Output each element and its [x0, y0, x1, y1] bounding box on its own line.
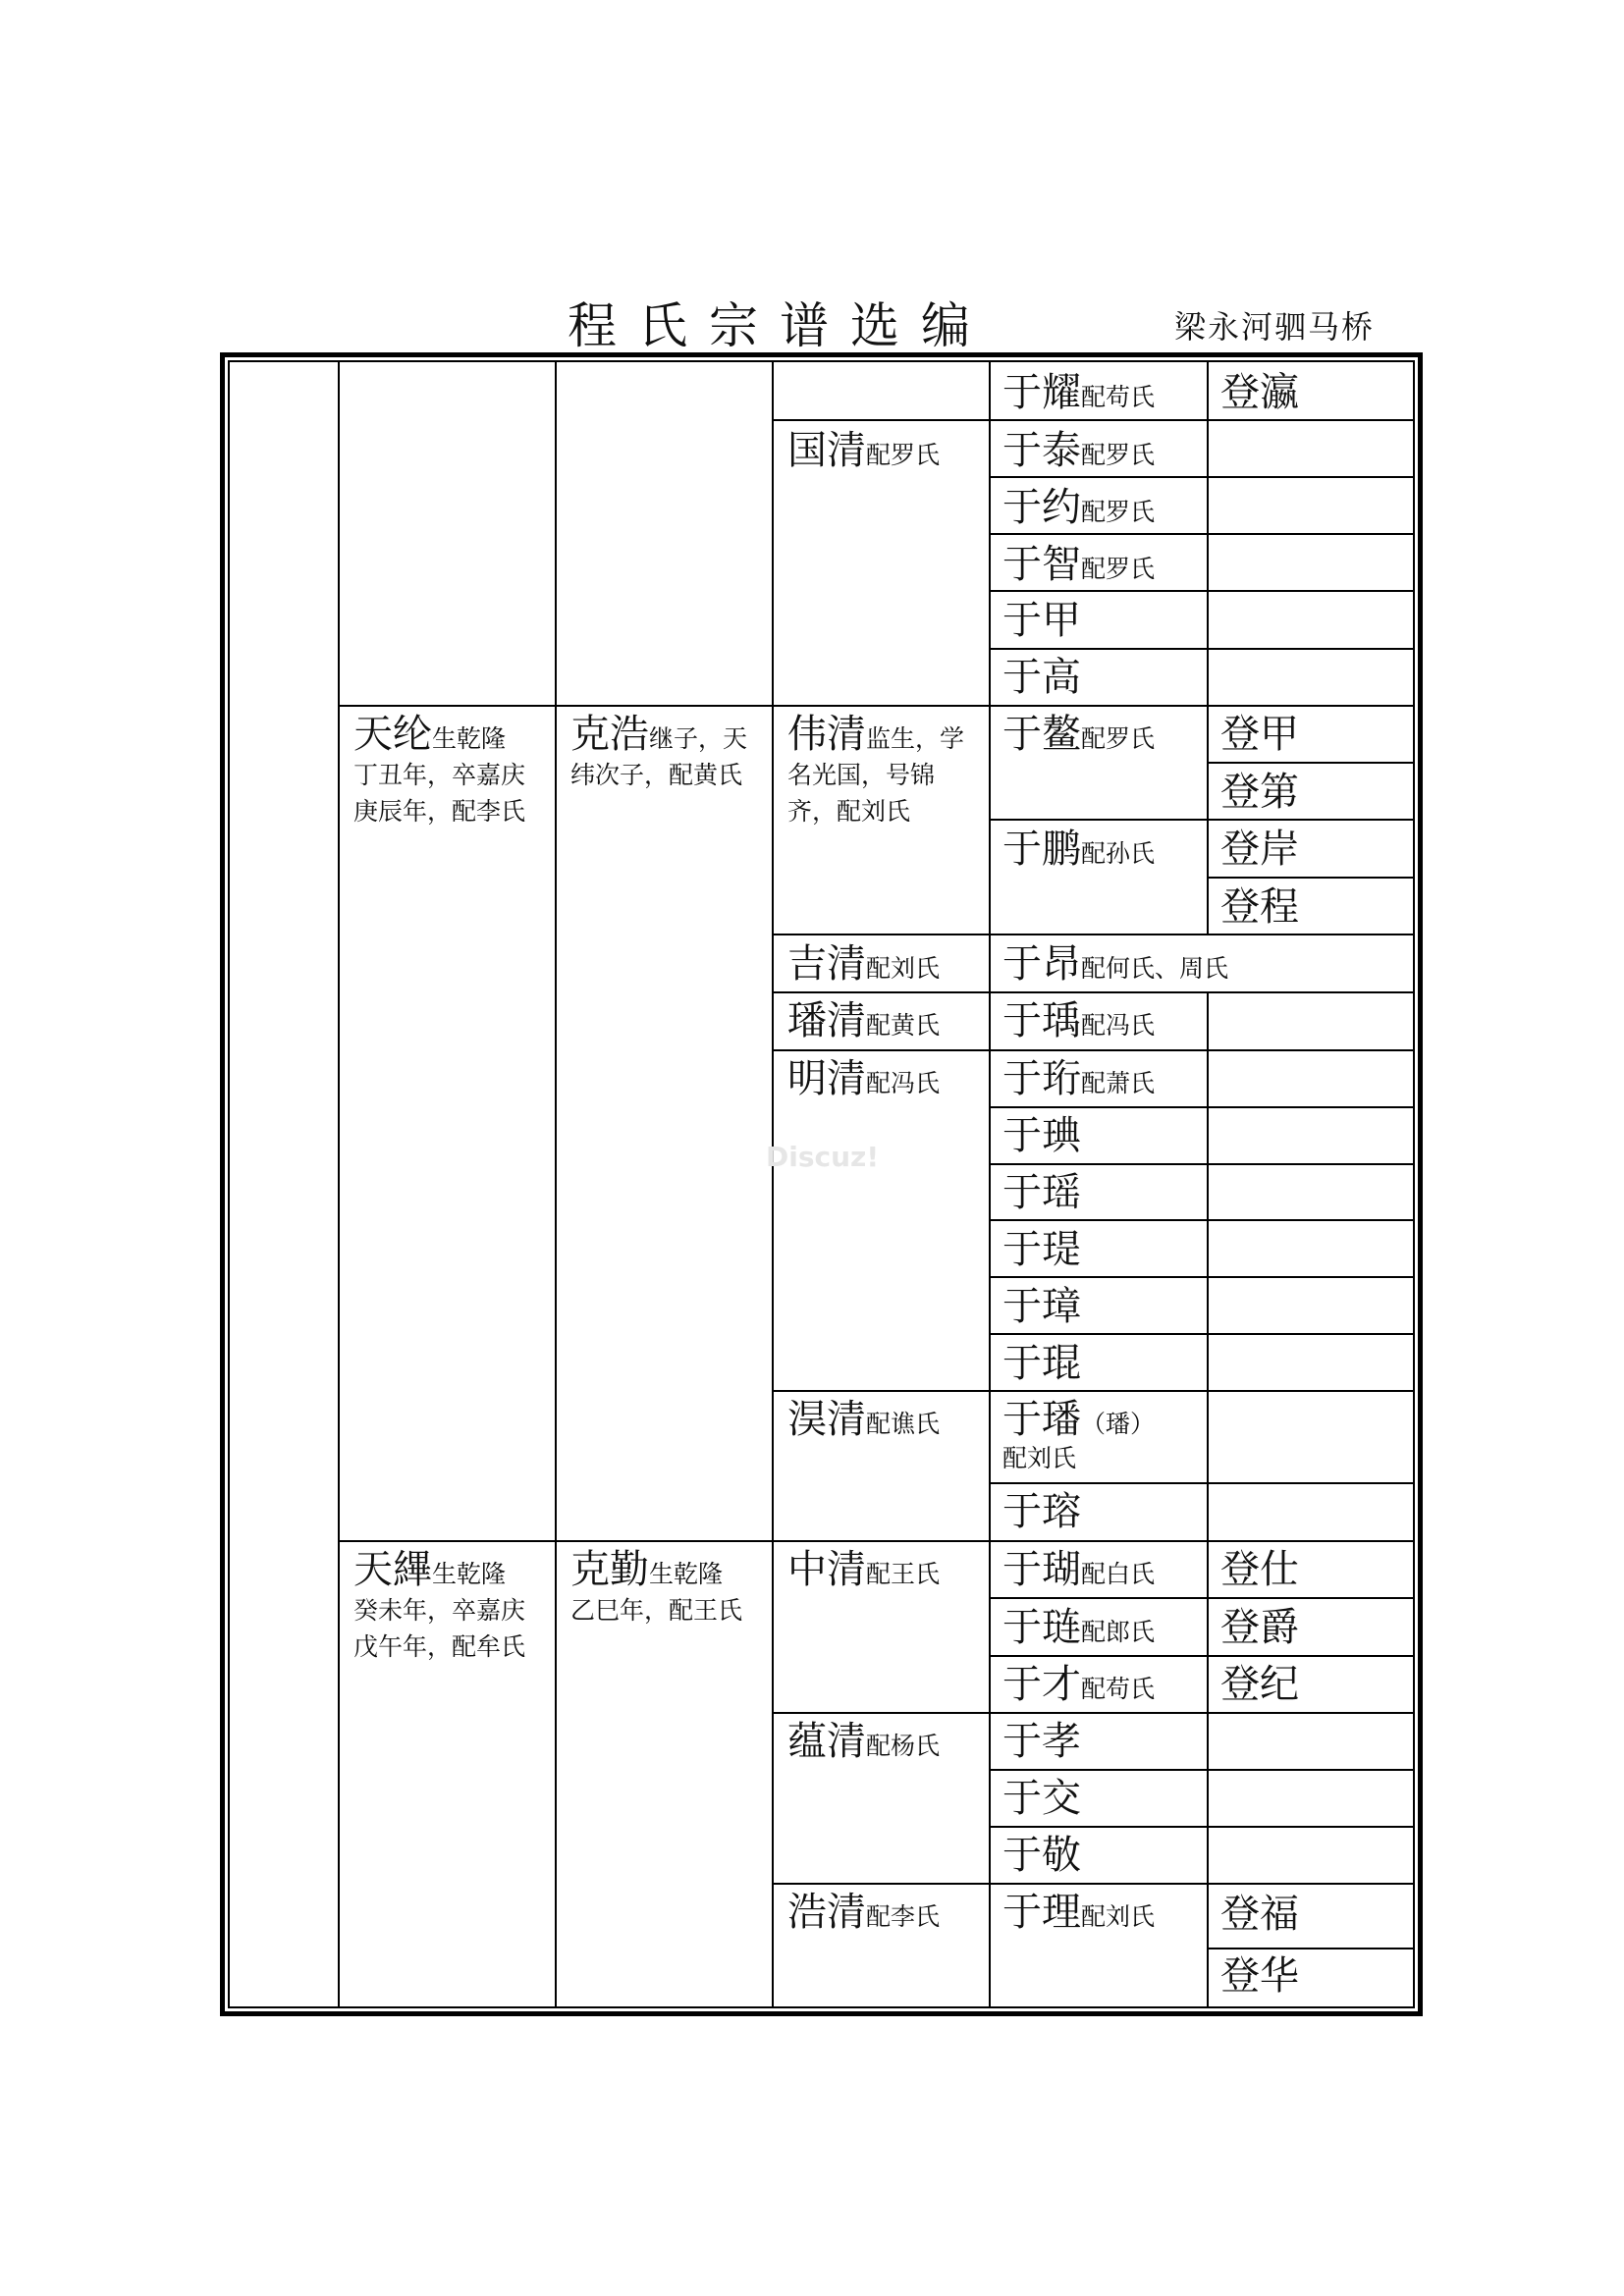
gen5-name: 登爵: [1220, 1605, 1299, 1650]
gen3-entry: [787, 1397, 941, 1442]
gen4-entry: [1002, 1341, 1081, 1386]
person-name: 于孝: [1002, 1719, 1081, 1764]
place-name: 梁永河驷马桥: [1174, 308, 1376, 346]
gen5-name: 登纪: [1220, 1662, 1299, 1707]
gen4-entry: [1002, 941, 1229, 987]
person-name: 于鳌: [1002, 712, 1081, 757]
person-note: 配罗氏: [1081, 441, 1156, 469]
row-divider: [1207, 877, 1415, 879]
watermark: Discuz!: [766, 1141, 880, 1173]
person-note: 配罗氏: [866, 441, 941, 469]
gen5-name: 登仕: [1220, 1547, 1299, 1592]
person-name: 吉清: [787, 941, 866, 987]
row-divider: [989, 590, 1415, 592]
gen4-entry: [1002, 1397, 1156, 1442]
person-name: 于约: [1002, 485, 1081, 530]
row-divider: [989, 1826, 1415, 1828]
gen4-entry: [1002, 1489, 1081, 1534]
person-name: 于瑅: [1002, 1227, 1081, 1272]
person-note: 配罗氏: [1081, 724, 1156, 753]
person-name: 于珩: [1002, 1056, 1081, 1101]
person-name: 蕴清: [787, 1719, 866, 1764]
person-note: 配罗氏: [1081, 498, 1156, 526]
gen4-entry: [1002, 1056, 1156, 1101]
row-divider: [772, 1540, 991, 1542]
gen4-entry: [1002, 827, 1156, 872]
gen4-entry: [1002, 998, 1156, 1043]
person-note: 配刘氏: [1081, 1902, 1156, 1931]
gen4-entry: [1002, 1227, 1081, 1272]
person-note: 生乾隆: [432, 1560, 507, 1588]
person-name: 于交: [1002, 1776, 1081, 1821]
person-name: 璠清: [787, 998, 866, 1043]
gen5-name: 登瀛: [1220, 370, 1299, 415]
person-note: 乙巳年，配王氏: [570, 1596, 743, 1625]
row-divider: [772, 705, 991, 707]
row-divider: [989, 1482, 1415, 1484]
row-divider: [989, 1276, 1415, 1278]
person-note: 继子，天: [649, 724, 748, 753]
row-divider: [1207, 1948, 1415, 1949]
person-note: 丁丑年，卒嘉庆: [353, 761, 526, 789]
person-name: 明清: [787, 1056, 866, 1101]
person-note: 配郎氏: [1081, 1618, 1156, 1646]
person-name: 于敬: [1002, 1833, 1081, 1878]
gen3-entry: [787, 428, 941, 473]
gen1-entry: [353, 712, 507, 757]
gen4-entry: [1002, 485, 1156, 530]
gen4-entry: [1002, 712, 1156, 757]
gen4-entry: [1002, 1605, 1156, 1650]
person-name: 于泰: [1002, 428, 1081, 473]
person-name: 克勤: [570, 1547, 649, 1592]
person-name: 于璋: [1002, 1284, 1081, 1329]
person-note: 配刘氏: [1002, 1444, 1077, 1472]
person-note: 配何氏、周氏: [1081, 954, 1229, 983]
gen3-entry: [787, 1719, 941, 1764]
gen5-name: 登程: [1220, 884, 1299, 930]
row-divider: [989, 1769, 1415, 1771]
person-note: 配萧氏: [1081, 1069, 1156, 1097]
person-note: 癸未年，卒嘉庆: [353, 1596, 526, 1625]
gen4-entry: [1002, 1776, 1081, 1821]
person-name: 淏清: [787, 1397, 866, 1442]
person-name: 于琨: [1002, 1341, 1081, 1386]
person-note: 配杨氏: [866, 1732, 941, 1760]
gen5-name: 登甲: [1220, 712, 1299, 757]
row-divider: [772, 1883, 991, 1885]
gen3-entry: [787, 1056, 941, 1101]
row-divider: [989, 1106, 1415, 1108]
column-divider: [1207, 360, 1209, 934]
person-name: 国清: [787, 428, 866, 473]
gen4-entry: [1002, 370, 1156, 415]
person-name: 于智: [1002, 542, 1081, 587]
gen4-entry: [1002, 542, 1156, 587]
row-divider: [989, 533, 1415, 535]
row-divider: [989, 1163, 1415, 1165]
row-divider: [989, 476, 1415, 478]
gen3-entry: [787, 1890, 941, 1935]
person-name: 于瑀: [1002, 998, 1081, 1043]
person-name: 于才: [1002, 1662, 1081, 1707]
person-note: 配王氏: [866, 1560, 941, 1588]
row-divider: [989, 1883, 1415, 1885]
gen3-entry: [787, 1547, 941, 1592]
gen4-entry: [1002, 1719, 1081, 1764]
person-name: 于理: [1002, 1890, 1081, 1935]
row-divider: [772, 934, 991, 935]
gen5-name: 登福: [1220, 1892, 1299, 1937]
column-divider: [338, 360, 340, 2008]
person-note: 配罗氏: [1081, 555, 1156, 583]
person-note: 纬次子，配黄氏: [570, 761, 743, 789]
person-name: 中清: [787, 1547, 866, 1592]
gen5-name: 登华: [1220, 1953, 1299, 1999]
person-note: 配谯氏: [866, 1410, 941, 1438]
person-note: 配孙氏: [1081, 839, 1156, 868]
person-note: 配白氏: [1081, 1560, 1156, 1588]
person-note: 齐，配刘氏: [787, 797, 911, 826]
row-divider: [989, 934, 1415, 935]
page-title: 程氏宗谱选编: [568, 297, 992, 354]
row-divider: [989, 819, 1415, 821]
row-divider: [989, 705, 1415, 707]
row-divider: [989, 1049, 1415, 1051]
row-divider: [989, 1712, 1415, 1714]
row-divider: [989, 1390, 1415, 1392]
gen4-entry: [1002, 1284, 1081, 1329]
person-note: 配苟氏: [1081, 383, 1156, 411]
row-divider: [989, 1219, 1415, 1221]
gen4-entry: [1002, 655, 1081, 700]
row-divider: [772, 1390, 991, 1392]
gen3-entry: [787, 998, 941, 1043]
person-note: 配苟氏: [1081, 1675, 1156, 1703]
gen4-entry: [1002, 1833, 1081, 1878]
person-name: 浩清: [787, 1890, 866, 1935]
gen2-entry: [570, 712, 748, 757]
person-name: 于鹏: [1002, 827, 1081, 872]
row-divider: [1207, 762, 1415, 764]
row-divider: [338, 1540, 774, 1542]
gen3-entry: [787, 712, 965, 757]
row-divider: [989, 1655, 1415, 1657]
row-divider: [338, 705, 774, 707]
person-note: 配冯氏: [1081, 1011, 1156, 1040]
person-note: 配刘氏: [866, 954, 941, 983]
column-divider: [555, 360, 557, 2008]
gen4-entry: [1002, 1547, 1156, 1592]
gen4-entry: [1002, 1890, 1156, 1935]
person-name: 于瑚: [1002, 1547, 1081, 1592]
person-note: 庚辰年，配李氏: [353, 797, 526, 826]
person-name: 于高: [1002, 655, 1081, 700]
person-note: 配李氏: [866, 1902, 941, 1931]
gen3-entry: [787, 941, 941, 987]
person-name: 克浩: [570, 712, 649, 757]
person-name: 于瑢: [1002, 1489, 1081, 1534]
row-divider: [772, 991, 991, 993]
gen4-entry: [1002, 1113, 1081, 1158]
person-name: 于耀: [1002, 370, 1081, 415]
person-note: 监生，学: [866, 724, 965, 753]
person-note: （璠）: [1081, 1410, 1156, 1438]
person-name: 于瑶: [1002, 1170, 1081, 1215]
person-note: 配冯氏: [866, 1069, 941, 1097]
person-note: 戊午年，配牟氏: [353, 1632, 526, 1661]
row-divider: [989, 1333, 1415, 1335]
gen1-entry: [353, 1547, 507, 1592]
person-name: 于甲: [1002, 598, 1081, 643]
gen4-entry: [1002, 1170, 1081, 1215]
row-divider: [772, 1049, 991, 1051]
row-divider: [989, 1540, 1415, 1542]
person-name: 于昂: [1002, 941, 1081, 987]
row-divider: [989, 648, 1415, 650]
gen5-name: 登岸: [1220, 827, 1299, 872]
person-name: 于琏: [1002, 1605, 1081, 1650]
person-note: 名光国，号锦: [787, 761, 936, 789]
person-note: 生乾隆: [649, 1560, 724, 1588]
person-note: 生乾隆: [432, 724, 507, 753]
column-divider: [989, 360, 991, 2008]
row-divider: [989, 1597, 1415, 1599]
gen5-name: 登第: [1220, 770, 1299, 815]
gen2-entry: [570, 1547, 724, 1592]
person-name: 于璠: [1002, 1397, 1081, 1442]
person-name: 伟清: [787, 712, 866, 757]
row-divider: [989, 419, 1415, 421]
column-divider: [1207, 993, 1209, 2008]
gen4-entry: [1002, 1662, 1156, 1707]
row-divider: [989, 991, 1415, 993]
person-name: 天纶: [353, 712, 432, 757]
person-name: 天縪: [353, 1547, 432, 1592]
person-name: 于琠: [1002, 1113, 1081, 1158]
gen4-entry: [1002, 428, 1156, 473]
column-divider: [772, 360, 774, 2008]
row-divider: [772, 419, 991, 421]
person-note: 配黄氏: [866, 1011, 941, 1040]
gen4-entry: [1002, 598, 1081, 643]
row-divider: [772, 1712, 991, 1714]
